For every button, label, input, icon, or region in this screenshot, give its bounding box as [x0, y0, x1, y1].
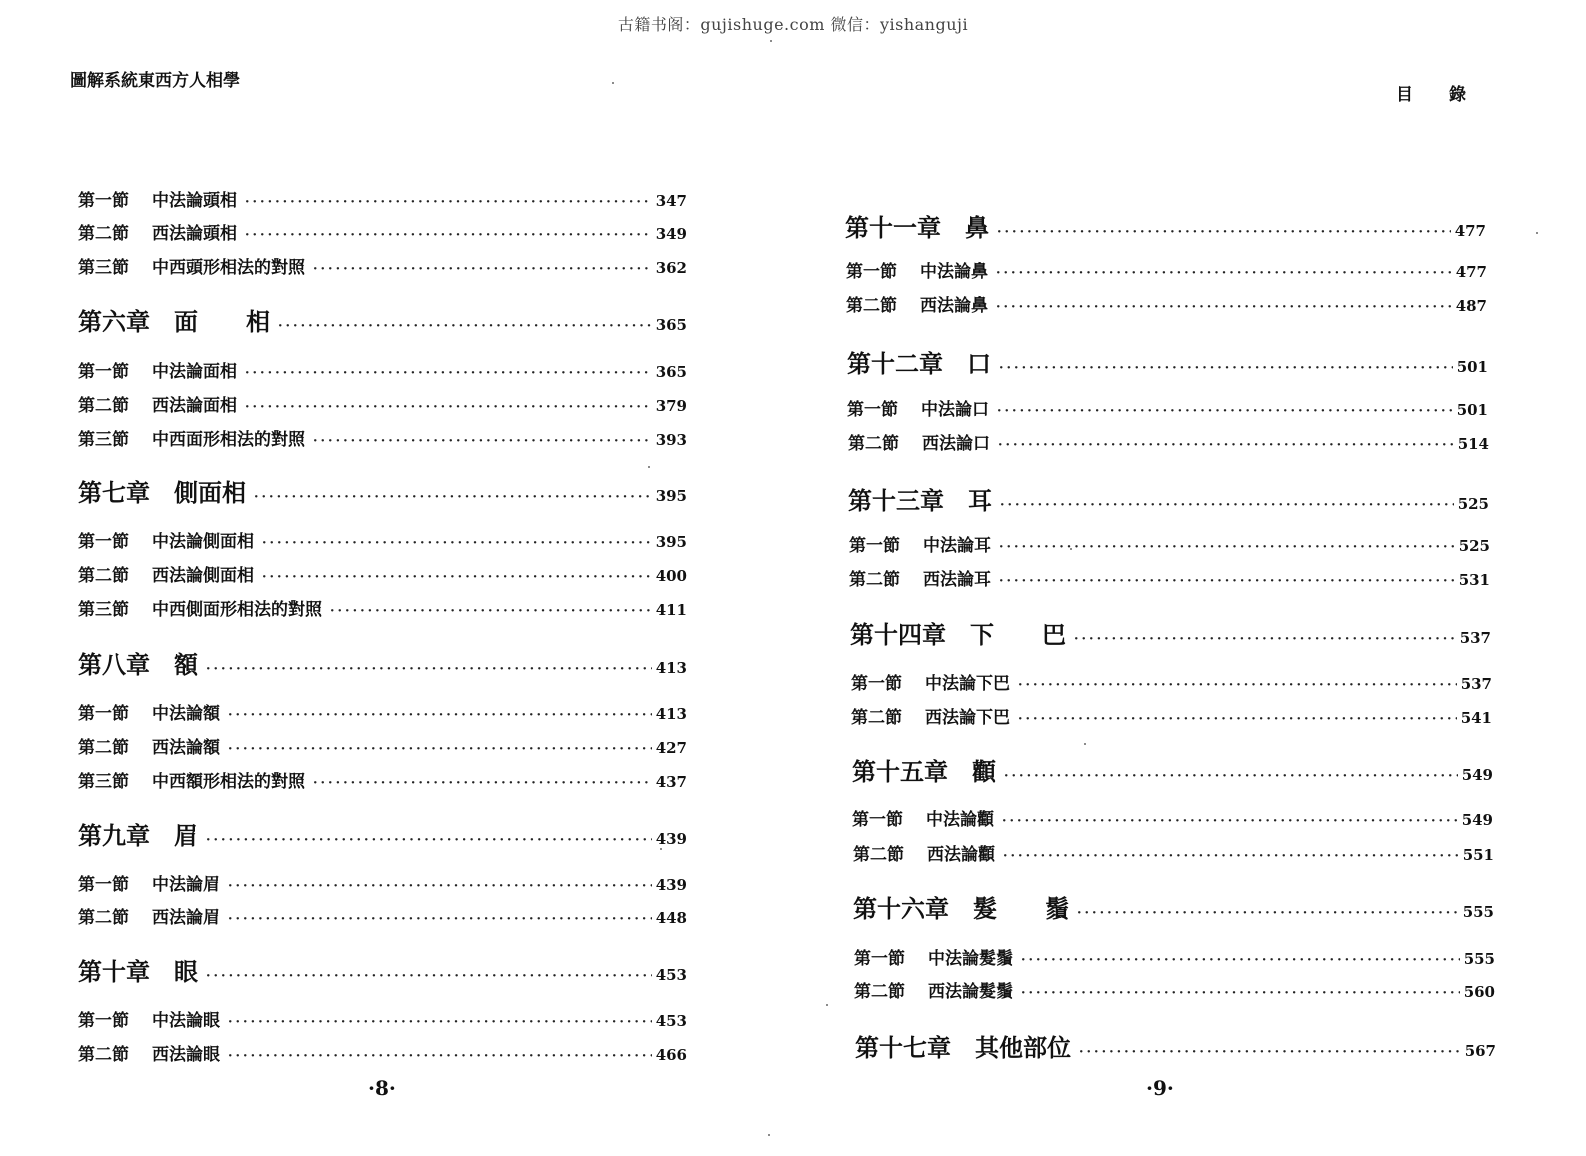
chapter-number: 第十五章 — [852, 757, 948, 786]
section-title: 中西額形相法的對照 — [152, 772, 305, 792]
dot-leader — [228, 1015, 652, 1030]
left-page-number: ·8· — [368, 1076, 396, 1100]
toc-page-number: 567 — [1464, 1042, 1496, 1060]
section-number: 第三節 — [78, 430, 129, 450]
section-number: 第一節 — [846, 262, 897, 282]
toc-label — [847, 344, 991, 379]
toc-label — [78, 186, 237, 211]
print-speck — [660, 848, 662, 850]
section-number: 第一節 — [849, 536, 900, 556]
chapter-title: 顴 — [972, 757, 996, 786]
section-number: 第二節 — [78, 396, 129, 416]
section-title: 西法論面相 — [152, 396, 237, 416]
toc-section-entry — [853, 840, 1494, 865]
toc-section-entry — [78, 186, 687, 211]
chapter-number: 第六章 — [78, 307, 150, 336]
section-number: 第二節 — [846, 296, 897, 316]
toc-chapter-entry — [78, 302, 687, 337]
dot-leader — [1003, 849, 1459, 864]
toc-section-entry — [78, 870, 687, 895]
toc-section-entry — [78, 527, 687, 552]
toc-chapter-entry — [850, 615, 1491, 650]
toc-page-number: 395 — [655, 533, 687, 551]
toc-label — [78, 357, 237, 382]
dot-leader — [262, 570, 652, 585]
toc-section-entry — [854, 944, 1495, 969]
toc-label — [852, 805, 994, 830]
toc-label — [78, 733, 220, 758]
toc-page-number: 525 — [1457, 495, 1489, 513]
section-title: 中法論頭相 — [152, 191, 237, 211]
dot-leader — [1021, 986, 1460, 1001]
dot-leader — [245, 195, 652, 210]
toc-section-entry — [78, 425, 687, 450]
toc-label — [78, 952, 198, 987]
toc-page-number: 537 — [1460, 675, 1492, 693]
chapter-title: 額 — [174, 650, 198, 679]
toc-page-number: 437 — [655, 773, 687, 791]
toc-page-number: 537 — [1459, 629, 1491, 647]
section-title: 中法論耳 — [923, 536, 991, 556]
right-page — [793, 0, 1586, 1156]
chapter-title: 面 相 — [174, 307, 270, 336]
section-number: 第二節 — [848, 434, 899, 454]
toc-section-entry — [78, 219, 687, 244]
toc-page-number: 393 — [655, 431, 687, 449]
chapter-number: 第十三章 — [848, 486, 944, 515]
chapter-number: 第十六章 — [853, 894, 949, 923]
toc-page-number: 413 — [655, 705, 687, 723]
toc-label — [78, 219, 237, 244]
toc-page-number: 347 — [655, 192, 687, 210]
chapter-title: 其他部位 — [975, 1033, 1071, 1062]
dot-leader — [998, 438, 1454, 453]
chapter-number: 第十四章 — [850, 620, 946, 649]
dot-leader — [1002, 814, 1458, 829]
contents-running-head — [1396, 80, 1466, 105]
toc-label — [848, 429, 990, 454]
dot-leader — [262, 536, 652, 551]
dot-leader — [228, 742, 652, 757]
toc-section-entry — [78, 561, 687, 586]
toc-page-number: 466 — [655, 1046, 687, 1064]
toc-label — [78, 1040, 220, 1065]
dot-leader — [228, 912, 652, 927]
toc-section-entry — [851, 669, 1492, 694]
dot-leader — [313, 262, 652, 277]
running-head-char: 錄 — [1449, 85, 1466, 105]
print-speck — [768, 1134, 770, 1136]
section-title: 中西面形相法的對照 — [152, 430, 305, 450]
chapter-number: 第九章 — [78, 821, 150, 850]
toc-label — [845, 208, 989, 243]
section-title: 中法論眼 — [152, 1011, 220, 1031]
toc-label — [78, 903, 220, 928]
toc-page-number: 551 — [1462, 846, 1494, 864]
toc-label — [851, 703, 1010, 728]
print-speck — [648, 466, 650, 468]
toc-chapter-entry — [848, 481, 1489, 516]
section-number: 第一節 — [78, 1011, 129, 1031]
toc-label — [78, 645, 198, 680]
dot-leader — [206, 833, 652, 848]
dot-leader — [999, 574, 1455, 589]
dot-leader — [996, 266, 1452, 281]
dot-leader — [1018, 678, 1457, 693]
dot-leader — [206, 969, 652, 984]
toc-section-entry — [851, 703, 1492, 728]
toc-label — [846, 291, 988, 316]
toc-page-number: 549 — [1461, 766, 1493, 784]
toc-label — [78, 302, 270, 337]
dot-leader — [330, 604, 652, 619]
toc-section-entry — [846, 291, 1487, 316]
toc-section-entry — [78, 733, 687, 758]
chapter-number: 第十二章 — [847, 349, 943, 378]
toc-page-number: 365 — [655, 363, 687, 381]
dot-leader — [999, 361, 1453, 376]
dot-leader — [1077, 906, 1459, 921]
section-number: 第一節 — [78, 191, 129, 211]
section-title: 西法論額 — [152, 738, 220, 758]
toc-section-entry — [78, 1040, 687, 1065]
toc-page-number: 549 — [1461, 811, 1493, 829]
dot-leader — [996, 300, 1452, 315]
toc-label — [854, 944, 1013, 969]
toc-label — [848, 481, 992, 516]
section-title: 中法論眉 — [152, 875, 220, 895]
section-number: 第一節 — [854, 949, 905, 969]
dot-leader — [278, 319, 652, 334]
chapter-title: 髮 鬚 — [973, 894, 1069, 923]
toc-section-entry — [854, 977, 1495, 1002]
toc-label — [78, 391, 237, 416]
dot-leader — [313, 776, 652, 791]
dot-leader — [1079, 1045, 1461, 1060]
section-number: 第一節 — [851, 674, 902, 694]
toc-section-entry — [78, 357, 687, 382]
section-title: 西法論眉 — [152, 908, 220, 928]
section-title: 中法論顴 — [926, 810, 994, 830]
section-number: 第二節 — [78, 908, 129, 928]
section-title: 西法論顴 — [927, 845, 995, 865]
toc-page-number: 379 — [655, 397, 687, 415]
section-title: 中法論口 — [921, 400, 989, 420]
toc-page-number: 395 — [655, 487, 687, 505]
chapter-title: 側面相 — [174, 478, 246, 507]
section-title: 西法論頭相 — [152, 224, 237, 244]
section-title: 中法論下巴 — [925, 674, 1010, 694]
toc-label — [78, 595, 322, 620]
section-number: 第一節 — [78, 704, 129, 724]
section-title: 中法論鼻 — [920, 262, 988, 282]
section-number: 第一節 — [852, 810, 903, 830]
dot-leader — [1018, 712, 1457, 727]
toc-label — [852, 752, 996, 787]
toc-section-entry — [852, 805, 1493, 830]
toc-label — [846, 257, 988, 282]
print-speck — [1536, 232, 1538, 234]
chapter-title: 眉 — [174, 821, 198, 850]
toc-label — [78, 561, 254, 586]
toc-section-entry — [847, 395, 1488, 420]
dot-leader — [999, 540, 1455, 555]
toc-page-number: 448 — [655, 909, 687, 927]
dot-leader — [997, 404, 1453, 419]
chapter-number: 第十一章 — [845, 213, 941, 242]
dot-leader — [228, 1049, 652, 1064]
toc-section-entry — [78, 767, 687, 792]
section-number: 第二節 — [78, 566, 129, 586]
toc-label — [854, 977, 1013, 1002]
section-title: 西法論眼 — [152, 1045, 220, 1065]
toc-page-number: 477 — [1454, 222, 1486, 240]
toc-page-number: 514 — [1457, 435, 1489, 453]
toc-label — [78, 870, 220, 895]
toc-page-number: 531 — [1458, 571, 1490, 589]
toc-label — [847, 395, 989, 420]
section-number: 第三節 — [78, 772, 129, 792]
chapter-number: 第十章 — [78, 957, 150, 986]
toc-page-number: 453 — [655, 1012, 687, 1030]
dot-leader — [245, 228, 652, 243]
watermark-text: 古籍书阁：gujishuge.com 微信：yishanguji — [617, 15, 969, 34]
dot-leader — [228, 879, 652, 894]
toc-section-entry — [78, 253, 687, 278]
section-number: 第一節 — [78, 532, 129, 552]
toc-page-number: 555 — [1462, 903, 1494, 921]
toc-section-entry — [849, 531, 1490, 556]
section-number: 第二節 — [78, 224, 129, 244]
toc-chapter-entry — [852, 752, 1493, 787]
toc-page-number: 477 — [1455, 263, 1487, 281]
chapter-title: 耳 — [968, 486, 992, 515]
chapter-number: 第七章 — [78, 478, 150, 507]
toc-page-number: 560 — [1463, 983, 1495, 1001]
toc-label — [78, 699, 220, 724]
toc-label — [855, 1028, 1071, 1063]
toc-page-number: 439 — [655, 830, 687, 848]
print-speck — [1084, 743, 1086, 745]
toc-section-entry — [78, 903, 687, 928]
toc-page-number: 501 — [1456, 401, 1488, 419]
toc-label — [853, 889, 1069, 924]
toc-page-number: 427 — [655, 739, 687, 757]
section-number: 第二節 — [78, 738, 129, 758]
toc-page-number: 400 — [655, 567, 687, 585]
chapter-title: 眼 — [174, 957, 198, 986]
book-title-running-head: 圖解系統東西方人相學 — [70, 71, 240, 91]
toc-label — [849, 531, 991, 556]
chapter-number: 第十七章 — [855, 1033, 951, 1062]
dot-leader — [997, 225, 1451, 240]
section-title: 西法論側面相 — [152, 566, 254, 586]
print-speck — [612, 82, 614, 84]
section-title: 中法論側面相 — [152, 532, 254, 552]
section-number: 第三節 — [78, 258, 129, 278]
toc-section-entry — [849, 565, 1490, 590]
toc-label — [853, 840, 995, 865]
section-number: 第一節 — [847, 400, 898, 420]
toc-page-number: 365 — [655, 316, 687, 334]
toc-page-number: 501 — [1456, 358, 1488, 376]
chapter-title: 鼻 — [965, 213, 989, 242]
section-title: 西法論髮鬚 — [928, 982, 1013, 1002]
toc-label — [849, 565, 991, 590]
toc-page-number: 525 — [1458, 537, 1490, 555]
section-title: 西法論下巴 — [925, 708, 1010, 728]
toc-section-entry — [78, 699, 687, 724]
toc-chapter-entry — [78, 952, 687, 987]
dot-leader — [245, 400, 652, 415]
toc-label — [78, 527, 254, 552]
toc-label — [78, 1006, 220, 1031]
toc-chapter-entry — [847, 344, 1488, 379]
section-title: 中西頭形相法的對照 — [152, 258, 305, 278]
print-speck — [826, 1004, 828, 1006]
section-number: 第一節 — [78, 362, 129, 382]
dot-leader — [228, 708, 652, 723]
toc-section-entry — [78, 391, 687, 416]
dot-leader — [1074, 632, 1456, 647]
chapter-number: 第八章 — [78, 650, 150, 679]
chapter-title: 下 巴 — [970, 620, 1066, 649]
dot-leader — [254, 490, 652, 505]
toc-chapter-entry — [853, 889, 1494, 924]
toc-page-number: 541 — [1460, 709, 1492, 727]
dot-leader — [1021, 953, 1460, 968]
section-title: 西法論鼻 — [920, 296, 988, 316]
toc-page-number: 439 — [655, 876, 687, 894]
toc-label — [850, 615, 1066, 650]
toc-chapter-entry — [845, 208, 1486, 243]
section-number: 第三節 — [78, 600, 129, 620]
section-number: 第二節 — [78, 1045, 129, 1065]
print-speck — [770, 40, 772, 42]
toc-page-number: 362 — [655, 259, 687, 277]
toc-label — [78, 425, 305, 450]
dot-leader — [1000, 498, 1454, 513]
right-page-number: ·9· — [1146, 1076, 1174, 1100]
toc-chapter-entry — [78, 473, 687, 508]
toc-section-entry — [846, 257, 1487, 282]
toc-section-entry — [78, 595, 687, 620]
section-title: 中西側面形相法的對照 — [152, 600, 322, 620]
section-title: 西法論口 — [922, 434, 990, 454]
running-head-char: 目 — [1396, 85, 1413, 105]
toc-section-entry — [78, 1006, 687, 1031]
toc-label — [78, 816, 198, 851]
toc-page-number: 555 — [1463, 950, 1495, 968]
print-speck — [1070, 548, 1072, 550]
dot-leader — [313, 434, 652, 449]
section-number: 第二節 — [849, 570, 900, 590]
toc-label — [78, 473, 246, 508]
dot-leader — [1004, 769, 1458, 784]
toc-page-number: 411 — [655, 601, 687, 619]
chapter-title: 口 — [967, 349, 991, 378]
section-number: 第一節 — [78, 875, 129, 895]
toc-page-number: 487 — [1455, 297, 1487, 315]
section-title: 中法論髮鬚 — [928, 949, 1013, 969]
section-number: 第二節 — [854, 982, 905, 1002]
dot-leader — [245, 366, 652, 381]
section-number: 第二節 — [851, 708, 902, 728]
section-number: 第二節 — [853, 845, 904, 865]
section-title: 西法論耳 — [923, 570, 991, 590]
section-title: 中法論面相 — [152, 362, 237, 382]
toc-page-number: 453 — [655, 966, 687, 984]
section-title: 中法論額 — [152, 704, 220, 724]
toc-label — [78, 253, 305, 278]
toc-page-number: 349 — [655, 225, 687, 243]
toc-page-number: 413 — [655, 659, 687, 677]
dot-leader — [206, 662, 652, 677]
toc-chapter-entry — [78, 816, 687, 851]
toc-chapter-entry — [855, 1028, 1496, 1063]
toc-chapter-entry — [78, 645, 687, 680]
toc-section-entry — [848, 429, 1489, 454]
toc-label — [78, 767, 305, 792]
toc-label — [851, 669, 1010, 694]
